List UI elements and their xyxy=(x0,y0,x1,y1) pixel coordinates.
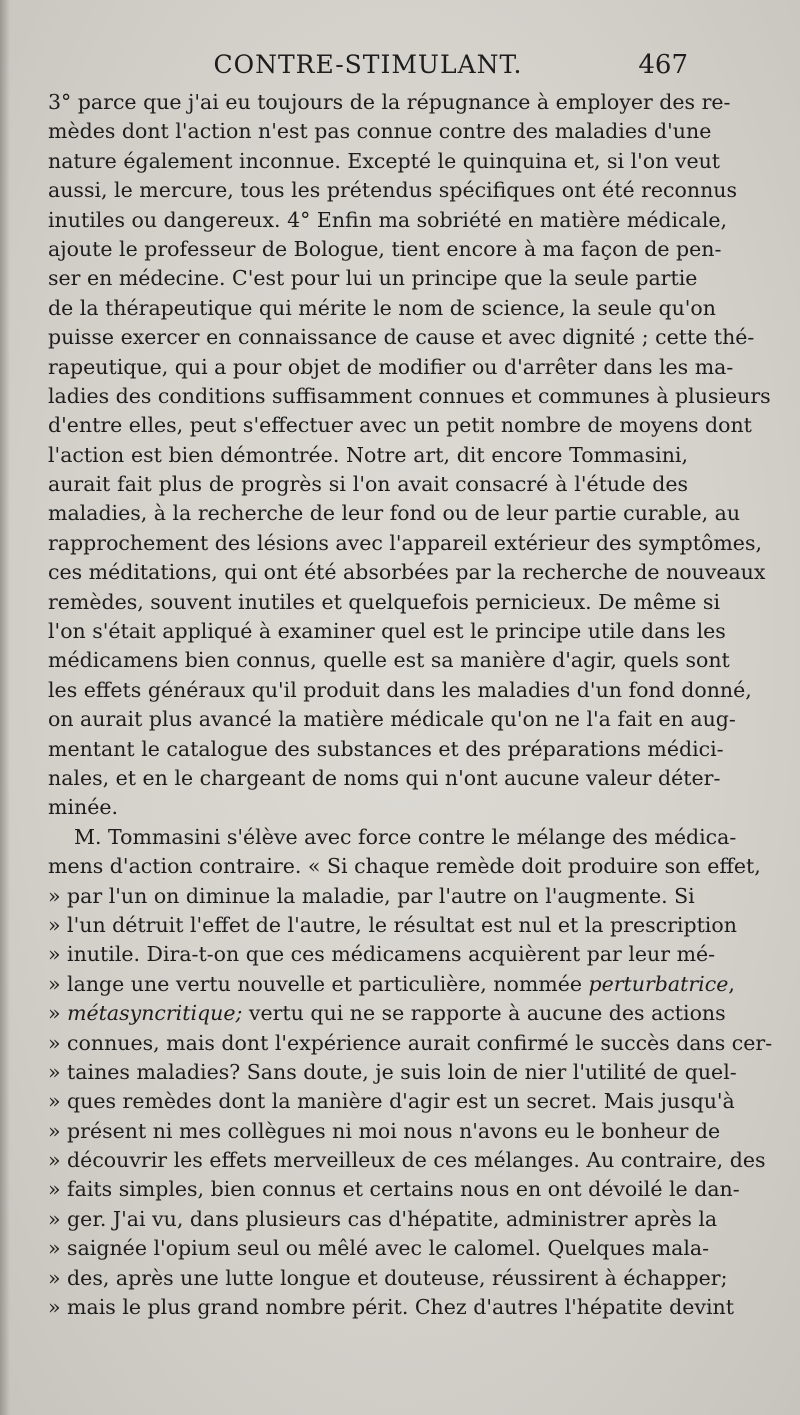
text-line: aurait fait plus de progrès si l'on avait consacré à l'étude des xyxy=(48,472,688,497)
text-line: mentant le catalogue des substances et des préparations médici- xyxy=(48,736,724,761)
text-line: ajoute le professeur de Bologue, tient encore à ma façon de pen- xyxy=(48,236,722,261)
text-line: » connues, mais dont l'expérience aurait confirmé le succès dans cer- xyxy=(48,1030,773,1055)
binding-shadow xyxy=(0,0,10,1415)
text-line: remèdes, souvent inutiles et quelquefois pernicieux. De même si xyxy=(48,589,721,614)
text-line: inutiles ou dangereux. 4° Enfin ma sobriété en matière médicale, xyxy=(48,207,728,232)
text-line: mens d'action contraire. « Si chaque remède doit produire son effet, xyxy=(48,854,761,879)
text-line: » des, après une lutte longue et douteuse, réussirent à échapper; xyxy=(48,1265,728,1290)
text-line: l'on s'était appliqué à examiner quel est le principe utile dans les xyxy=(48,619,726,644)
text-line: » mais le plus grand nombre périt. Chez d'autres l'hépatite devint xyxy=(48,1295,734,1320)
text-line: minée. xyxy=(48,795,118,820)
line-prefix: » lange une vertu nouvelle et particulière, nommée xyxy=(48,971,589,996)
text-line: 3° parce que j'ai eu toujours de la répugnance à employer des re- xyxy=(48,90,731,114)
text-line: » taines maladies? Sans doute, je suis loin de nier l'utilité de quel- xyxy=(48,1059,737,1084)
paragraph-2 xyxy=(48,823,773,1323)
text-line: aussi, le mercure, tous les prétendus spécifiques ont été reconnus xyxy=(48,178,737,203)
italic-term: métasyncritique; xyxy=(67,1001,243,1026)
page-number: 467 xyxy=(638,50,688,80)
italic-term: perturbatrice xyxy=(588,971,729,996)
text-line: puisse exercer en connaissance de cause et avec dignité ; cette thé- xyxy=(48,325,755,350)
text-line: d'entre elles, peut s'effectuer avec un petit nombre de moyens dont xyxy=(48,413,752,438)
text-line: » découvrir les effets merveilleux de ces mélanges. Au contraire, des xyxy=(48,1148,766,1173)
text-line: ladies des conditions suffisamment connues et communes à plusieurs xyxy=(48,383,771,408)
text-line: l'action est bien démontrée. Notre art, dit encore Tommasini, xyxy=(48,442,688,467)
text-line: » ques remèdes dont la manière d'agir est un secret. Mais jusqu'à xyxy=(48,1089,735,1114)
text-line: nature également inconnue. Excepté le quinquina et, si l'on veut xyxy=(48,148,721,173)
text-line: » l'un détruit l'effet de l'autre, le résultat est nul et la prescription xyxy=(48,912,737,937)
line-prefix: » xyxy=(48,1001,68,1026)
text-line: de la thérapeutique qui mérite le nom de science, la seule qu'on xyxy=(48,295,716,320)
body-text xyxy=(48,88,773,1322)
text-line: » inutile. Dira-t-on que ces médicamens acquièrent par leur mé- xyxy=(48,942,716,967)
text-line: » par l'un on diminue la maladie, par l'autre on l'augmente. Si xyxy=(48,883,695,908)
text-line: médicamens bien connus, quelle est sa manière d'agir, quels sont xyxy=(48,648,730,673)
text-line: les effets généraux qu'il produit dans les maladies d'un fond donné, xyxy=(48,677,752,702)
text-line: » faits simples, bien connus et certains nous en ont dévoilé le dan- xyxy=(48,1177,740,1202)
text-line: M. Tommasini s'élève avec force contre le mélange des médica- xyxy=(74,824,737,849)
text-line: mèdes dont l'action n'est pas connue contre des maladies d'une xyxy=(48,119,712,144)
text-line: » présent ni mes collègues ni moi nous n'avons eu le bonheur de xyxy=(48,1118,721,1143)
running-title: CONTRE-STIMULANT. xyxy=(213,50,523,79)
text-line: rapprochement des lésions avec l'appareil extérieur des symptômes, xyxy=(48,530,762,555)
text-line xyxy=(48,999,726,1028)
text-line: » ger. J'ai vu, dans plusieurs cas d'hépatite, administrer après la xyxy=(48,1206,718,1231)
text-line: on aurait plus avancé la matière médicale qu'on ne l'a fait en aug- xyxy=(48,707,736,732)
text-line: ser en médecine. C'est pour lui un principe que la seule partie xyxy=(48,266,698,291)
text-line: ces méditations, qui ont été absorbées par la recherche de nouveaux xyxy=(48,560,766,585)
text-line: nales, et en le chargeant de noms qui n'ont aucune valeur déter- xyxy=(48,765,721,790)
text-line: rapeutique, qui a pour objet de modifier ou d'arrêter dans les ma- xyxy=(48,354,734,379)
text-line xyxy=(48,970,735,999)
text-line: maladies, à la recherche de leur fond ou de leur partie curable, au xyxy=(48,501,741,526)
text-line: » saignée l'opium seul ou mêlé avec le calomel. Quelques mala- xyxy=(48,1236,710,1261)
running-head xyxy=(48,48,688,82)
line-suffix: , xyxy=(728,971,735,996)
paragraph-1 xyxy=(48,88,771,823)
line-suffix: vertu qui ne se rapporte à aucune des actions xyxy=(242,1001,726,1026)
